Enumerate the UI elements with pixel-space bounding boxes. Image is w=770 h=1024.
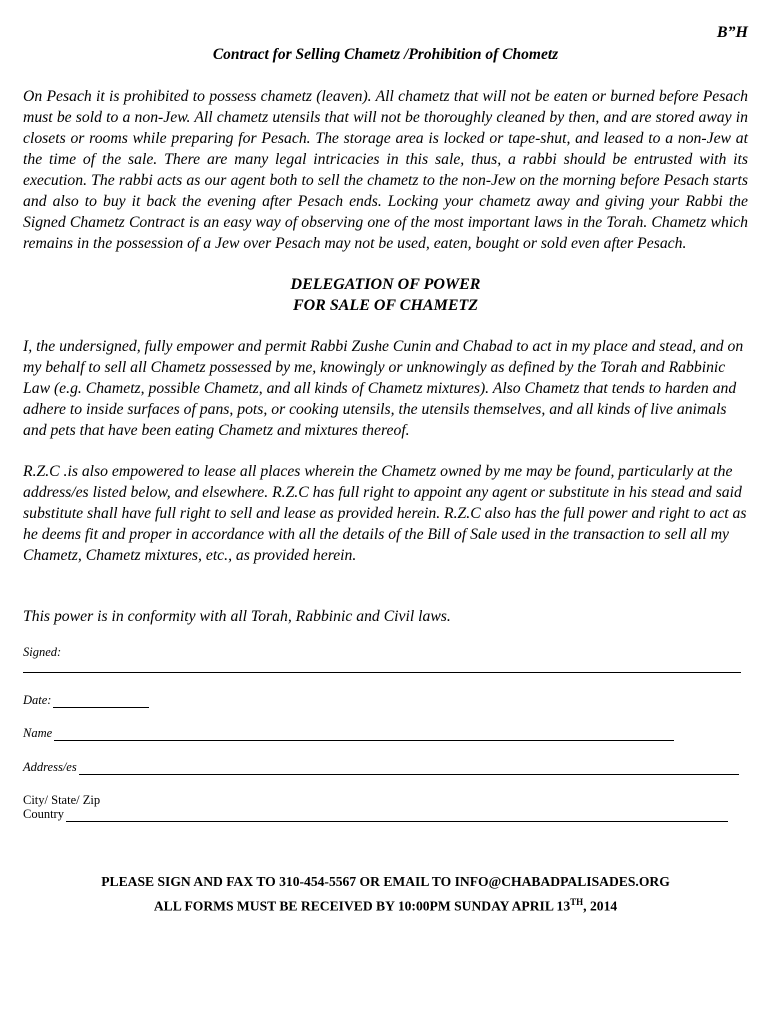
name-label: Name	[23, 726, 53, 740]
country-label: Country	[23, 807, 64, 821]
name-line[interactable]	[54, 728, 674, 741]
address-line[interactable]	[79, 762, 739, 775]
city-label: City/ State/ Zip	[23, 793, 101, 807]
date-label: Date:	[23, 693, 52, 707]
lease-paragraph: R.Z.C .is also empowered to lease all places wherein the Chametz owned by me may be found, particularly at the address/es listed below, and elsewhere. R.Z.C has full right to appoint any agent or substitute in his stead and said substitute shall have full right to sell and lease as provided herein. R.Z.C also has the full power and right to act as he deems fit and proper in accordance with all the details of the Bill of Sale used in the transaction to sell all my Chametz, Chametz mixtures, etc., as provided herein.	[23, 463, 747, 564]
address-field[interactable]	[23, 760, 739, 775]
deadline-year: , 2014	[583, 898, 618, 914]
date-field[interactable]	[23, 693, 149, 708]
deadline-suffix-sup: TH	[570, 897, 584, 907]
empowerment-paragraph: I, the undersigned, fully empower and permit Rabbi Zushe Cunin and Chabad to act in my place and stead, and on my behalf to sell all Chametz possessed by me, knowingly or unknowingly as defined by the Torah and Rabbinic Law (e.g. Chametz, possible Chametz, and all kinds of Chametz mixtures). Also Chametz that tends to harden and adhere to inside surfaces of pans, pots, or cooking utensils, the utensils themselves, and all kinds of live animals and pets that have been eating Chametz and mixtures thereof.	[23, 338, 744, 439]
submission-instructions	[23, 872, 748, 917]
signed-label: Signed:	[23, 645, 62, 659]
name-field[interactable]	[23, 726, 674, 741]
deadline-instruction	[23, 892, 748, 917]
country-line[interactable]	[66, 809, 728, 822]
delegation-heading	[23, 274, 748, 316]
deadline-text: ALL FORMS MUST BE RECEIVED BY 10:00PM SUNDAY APRIL 13	[153, 898, 571, 914]
document-title: Contract for Selling Chametz /Prohibition of Chometz	[212, 46, 559, 63]
delegation-heading-line2: FOR SALE OF CHAMETZ	[292, 297, 479, 314]
bh-heading: B”H	[716, 24, 748, 41]
country-field[interactable]	[23, 807, 728, 822]
signature-line[interactable]	[23, 660, 741, 673]
conformity-statement: This power is in conformity with all Torah, Rabbinic and Civil laws.	[23, 608, 451, 625]
signature-field[interactable]	[23, 660, 741, 673]
address-label: Address/es	[23, 760, 77, 774]
date-line[interactable]	[53, 695, 149, 708]
fax-email-instruction: PLEASE SIGN AND FAX TO 310-454-5567 OR EMAIL TO INFO@CHABADPALISADES.ORG	[101, 874, 670, 889]
delegation-heading-line1: DELEGATION OF POWER	[290, 276, 481, 293]
intro-paragraph: On Pesach it is prohibited to possess chametz (leaven). All chametz that will not be eaten or burned before Pesach must be sold to a non-Jew. All chametz utensils that will not be thoroughly cleaned by then, and are stored away in closets or rooms while preparing for Pesach. The storage area is locked or tape-shut, and leased to a non-Jew at the time of the sale. There are many legal intricacies in this sale, thus, a rabbi should be entrusted with its execution. The rabbi acts as our agent both to sell the chametz to the non-Jew on the morning before Pesach starts and also to buy it back the evening after Pesach ends. Locking your chametz away and giving your Rabbi the Signed Chametz Contract is an easy way of observing one of the most important laws in the Torah. Chametz which remains in the possession of a Jew over Pesach may not be used, eaten, bought or sold even after Pesach.	[23, 88, 748, 252]
